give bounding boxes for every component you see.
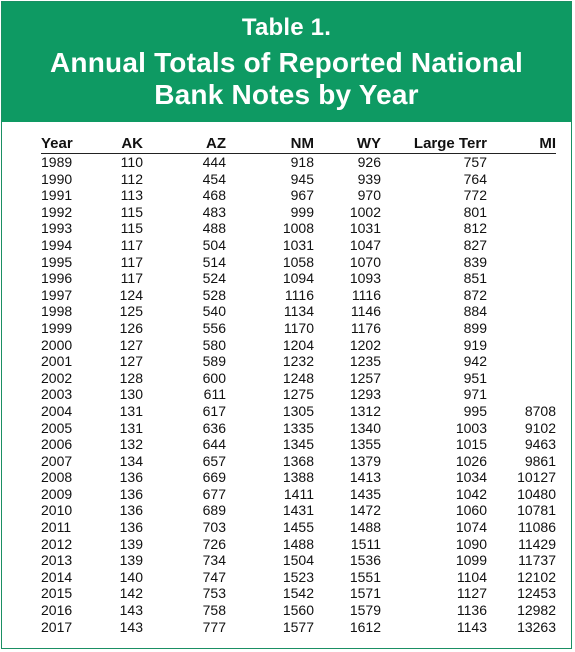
table-row (41, 353, 556, 370)
table-cell: 454 (202, 170, 226, 187)
table-cell: 132 (119, 436, 143, 453)
table-cell: 884 (463, 303, 487, 320)
table-cell: 1176 (350, 319, 381, 336)
table-row (41, 536, 556, 553)
table-cell: 1995 (41, 253, 73, 270)
table-cell: 1612 (349, 618, 381, 635)
table-cell: 110 (120, 154, 143, 170)
table-cell: 812 (463, 220, 487, 237)
title-banner (2, 2, 571, 122)
table-cell: 540 (202, 303, 226, 320)
column-header-mi: MI (539, 135, 556, 152)
table-cell: 2007 (41, 452, 73, 469)
table-cell: 1026 (455, 452, 487, 469)
table-cell: 468 (202, 187, 226, 204)
table-cell: 758 (202, 602, 226, 619)
table-cell: 1047 (349, 236, 381, 253)
table-cell: 1202 (349, 336, 381, 353)
table-cell (487, 237, 556, 254)
table-cell: 1511 (350, 535, 381, 552)
column-header-nm: NM (290, 135, 314, 152)
table-cell: 136 (119, 469, 143, 486)
table-row (41, 552, 556, 569)
table-cell: 1002 (349, 203, 381, 220)
table-cell: 1431 (282, 502, 314, 519)
table-cell (487, 154, 556, 171)
table-cell: 1034 (455, 469, 487, 486)
table-row (41, 436, 556, 453)
table-cell: 1127 (456, 585, 487, 602)
table-row (41, 154, 556, 171)
table-cell: 1577 (282, 618, 314, 635)
table-cell: 128 (119, 369, 143, 386)
table-cell: 1312 (349, 402, 381, 419)
table-cell: 757 (463, 154, 487, 170)
table-cell: 777 (202, 618, 226, 635)
table-cell: 1472 (349, 502, 381, 519)
table-cell: 1997 (41, 286, 73, 303)
table-cell: 2012 (41, 535, 73, 552)
table-cell: 1488 (349, 519, 381, 536)
table-cell: 127 (119, 353, 143, 370)
table-cell: 1116 (351, 286, 381, 303)
table-cell: 115 (120, 220, 143, 237)
table-cell: 747 (202, 568, 226, 585)
table-cell (487, 220, 556, 237)
table-cell: 1090 (455, 535, 487, 552)
table-row (41, 171, 556, 188)
table-row (41, 220, 556, 237)
table-cell: 1042 (455, 485, 487, 502)
table-cell: 827 (463, 236, 487, 253)
table-cell: 1204 (282, 336, 314, 353)
table-cell: 945 (290, 170, 314, 187)
table-cell: 10127 (517, 469, 556, 486)
table-row (41, 204, 556, 221)
table-row (41, 569, 556, 586)
table-cell: 1031 (282, 236, 314, 253)
table-cell: 514 (202, 253, 226, 270)
table-row (41, 519, 556, 536)
table-cell: 1058 (282, 253, 314, 270)
table-cell: 919 (463, 336, 487, 353)
table-cell: 1992 (41, 203, 73, 220)
table-cell (487, 187, 556, 204)
table-cell: 9102 (524, 419, 556, 436)
table-cell: 772 (463, 187, 487, 204)
table-cell: 10781 (517, 502, 556, 519)
table-cell: 1094 (282, 270, 314, 287)
table-cell: 734 (202, 552, 226, 569)
table-cell: 8708 (524, 402, 556, 419)
table-cell: 1235 (349, 353, 381, 370)
table-cell: 12982 (517, 602, 556, 619)
table-cell: 524 (202, 270, 226, 287)
table-cell: 2011 (41, 519, 72, 536)
table-cell: 636 (202, 419, 226, 436)
table-cell: 1116 (284, 286, 314, 303)
table-cell: 130 (119, 386, 143, 403)
table-cell: 504 (202, 236, 226, 253)
table-cell: 127 (119, 336, 143, 353)
table-body (41, 154, 556, 636)
table-cell: 1070 (349, 253, 381, 270)
table-cell (487, 303, 556, 320)
table-cell: 926 (357, 154, 381, 170)
table-cell: 677 (202, 485, 226, 502)
table-row (41, 453, 556, 470)
table-cell: 2009 (41, 485, 73, 502)
table-cell: 139 (119, 535, 143, 552)
table-cell: 1340 (349, 419, 381, 436)
table-cell: 1257 (349, 369, 381, 386)
table-cell: 131 (119, 402, 143, 419)
table-cell: 1099 (455, 552, 487, 569)
table-cell: 1542 (282, 585, 314, 602)
table-cell: 2014 (41, 568, 73, 585)
table-cell: 143 (119, 602, 143, 619)
table-cell: 726 (202, 535, 226, 552)
table-cell (487, 171, 556, 188)
table-cell: 1994 (41, 236, 73, 253)
table-cell: 1411 (283, 485, 314, 502)
table-cell: 2002 (41, 369, 73, 386)
table-cell: 1413 (349, 469, 381, 486)
table-cell: 1136 (456, 602, 487, 619)
table-cell: 703 (202, 519, 226, 536)
table-row (41, 370, 556, 387)
table-cell: 11429 (518, 535, 556, 552)
table-row (41, 254, 556, 271)
table-cell: 9861 (524, 452, 556, 469)
table-cell: 1571 (349, 585, 381, 602)
table-cell: 1248 (282, 369, 314, 386)
table-cell: 971 (463, 386, 487, 403)
table-cell: 644 (202, 436, 226, 453)
column-header-ak: AK (121, 135, 143, 152)
table-cell: 1146 (350, 303, 381, 320)
table-cell: 125 (119, 303, 143, 320)
table-cell: 1560 (282, 602, 314, 619)
table-cell: 483 (202, 203, 226, 220)
table-cell: 2010 (41, 502, 73, 519)
table-cell: 2016 (41, 602, 73, 619)
table-row (41, 420, 556, 437)
table-cell: 136 (119, 519, 143, 536)
table-cell (487, 337, 556, 354)
table-cell: 1143 (456, 618, 487, 635)
table-cell: 1003 (455, 419, 487, 436)
table-cell: 899 (463, 319, 487, 336)
table-cell: 2015 (41, 585, 73, 602)
table-cell: 1134 (283, 303, 314, 320)
column-header-year: Year (41, 135, 73, 152)
table-cell: 1989 (41, 154, 73, 170)
table-row (41, 403, 556, 420)
table-cell: 2005 (41, 419, 73, 436)
table-cell: 1536 (349, 552, 381, 569)
table-cell: 117 (120, 253, 143, 270)
table-row (41, 270, 556, 287)
table-row (41, 337, 556, 354)
table-cell: 12453 (517, 585, 556, 602)
table-cell: 689 (202, 502, 226, 519)
table-cell: 9463 (524, 436, 556, 453)
table-cell: 131 (119, 419, 143, 436)
table-cell: 1551 (349, 568, 381, 585)
table-cell: 600 (202, 369, 226, 386)
table-cell: 589 (202, 353, 226, 370)
table-cell: 1990 (41, 170, 73, 187)
table-cell: 1031 (349, 220, 381, 237)
table-cell: 1104 (456, 568, 487, 585)
table-cell: 139 (119, 552, 143, 569)
table-cell: 1074 (455, 519, 487, 536)
table-cell: 134 (119, 452, 143, 469)
table-cell: 444 (202, 154, 226, 170)
bank-notes-table (41, 135, 556, 635)
table-cell: 1993 (41, 220, 73, 237)
table-cell: 611 (203, 386, 226, 403)
table-cell: 657 (202, 452, 226, 469)
table-cell: 11086 (518, 519, 556, 536)
table-cell: 851 (463, 270, 487, 287)
column-header-az: AZ (206, 135, 226, 152)
table-cell: 1504 (282, 552, 314, 569)
table-cell: 580 (202, 336, 226, 353)
table-cell: 939 (357, 170, 381, 187)
table-row (41, 287, 556, 304)
column-header-large-terr: Large Terr (413, 135, 487, 152)
table-cell: 2006 (41, 436, 73, 453)
table-row (41, 585, 556, 602)
table-cell (487, 270, 556, 287)
table-cell: 1455 (282, 519, 314, 536)
table-row (41, 486, 556, 503)
table-number: Table 1. (241, 14, 332, 41)
table-cell: 1523 (282, 568, 314, 585)
table-cell: 753 (202, 585, 226, 602)
table-cell: 13263 (517, 618, 556, 635)
table-cell: 2003 (41, 386, 73, 403)
table-cell: 143 (119, 618, 143, 635)
table-figure (1, 1, 572, 649)
table-cell: 136 (119, 485, 143, 502)
table-cell: 117 (120, 270, 143, 287)
table-cell (487, 287, 556, 304)
table-cell: 1293 (349, 386, 381, 403)
table-cell: 1008 (282, 220, 314, 237)
table-cell: 1998 (41, 303, 73, 320)
table-cell: 1355 (349, 436, 381, 453)
table-cell (487, 370, 556, 387)
table-cell (487, 386, 556, 403)
table-row (41, 386, 556, 403)
table-cell: 136 (119, 502, 143, 519)
table-cell: 918 (290, 154, 314, 170)
table-cell: 967 (290, 187, 314, 204)
table-row (41, 469, 556, 486)
table-cell: 1379 (349, 452, 381, 469)
table-cell: 115 (120, 203, 143, 220)
table-row (41, 320, 556, 337)
table-cell: 951 (463, 369, 487, 386)
table-row (41, 303, 556, 320)
table-cell: 995 (463, 402, 487, 419)
table-cell: 126 (119, 319, 143, 336)
table-cell: 2000 (41, 336, 73, 353)
table-cell: 839 (463, 253, 487, 270)
table-cell: 1170 (283, 319, 314, 336)
table-cell: 617 (202, 402, 226, 419)
table-row (41, 237, 556, 254)
table-cell (487, 320, 556, 337)
header-row (41, 135, 556, 154)
table-row (41, 502, 556, 519)
table-cell: 2008 (41, 469, 73, 486)
table-cell: 2013 (41, 552, 73, 569)
table-row (41, 187, 556, 204)
column-header-wy: WY (356, 135, 381, 152)
table-cell: 1335 (282, 419, 314, 436)
table-cell: 1999 (41, 319, 73, 336)
table-cell: 112 (120, 170, 143, 187)
table-cell: 1015 (455, 436, 487, 453)
table-row (41, 602, 556, 619)
table-cell (487, 204, 556, 221)
table-cell: 1488 (282, 535, 314, 552)
table-cell: 1435 (349, 485, 381, 502)
table-cell: 2004 (41, 402, 73, 419)
table-cell: 113 (120, 187, 143, 204)
table-cell: 117 (120, 236, 143, 253)
table-cell: 1232 (282, 353, 314, 370)
table-cell: 2001 (41, 353, 73, 370)
table-cell: 1305 (282, 402, 314, 419)
table-container (41, 135, 556, 635)
table-cell: 142 (119, 585, 143, 602)
table-cell: 2017 (41, 618, 73, 635)
table-cell: 488 (202, 220, 226, 237)
table-cell: 556 (202, 319, 226, 336)
table-title-line-1: Annual Totals of Reported National (50, 47, 523, 78)
table-cell: 1060 (455, 502, 487, 519)
table-cell (487, 353, 556, 370)
table-cell: 970 (357, 187, 381, 204)
table-cell: 872 (463, 286, 487, 303)
table-cell: 1579 (349, 602, 381, 619)
table-cell: 1275 (282, 386, 314, 403)
table-cell: 942 (463, 353, 487, 370)
table-row (41, 619, 556, 636)
table-cell: 140 (119, 568, 143, 585)
table-cell: 528 (202, 286, 226, 303)
table-title-line-2: Bank Notes by Year (154, 79, 419, 110)
table-cell: 10480 (517, 485, 556, 502)
table-cell: 12102 (517, 568, 556, 585)
table-cell: 999 (290, 203, 314, 220)
table-cell (487, 254, 556, 271)
table-cell: 1093 (349, 270, 381, 287)
table-cell: 1991 (41, 187, 73, 204)
table-cell: 669 (202, 469, 226, 486)
table-cell: 801 (463, 203, 487, 220)
table-cell: 1388 (282, 469, 314, 486)
table-cell: 1996 (41, 270, 73, 287)
table-cell: 11737 (518, 552, 556, 569)
table-cell: 124 (119, 286, 143, 303)
table-cell: 1345 (282, 436, 314, 453)
table-cell: 764 (463, 170, 487, 187)
table-cell: 1368 (282, 452, 314, 469)
